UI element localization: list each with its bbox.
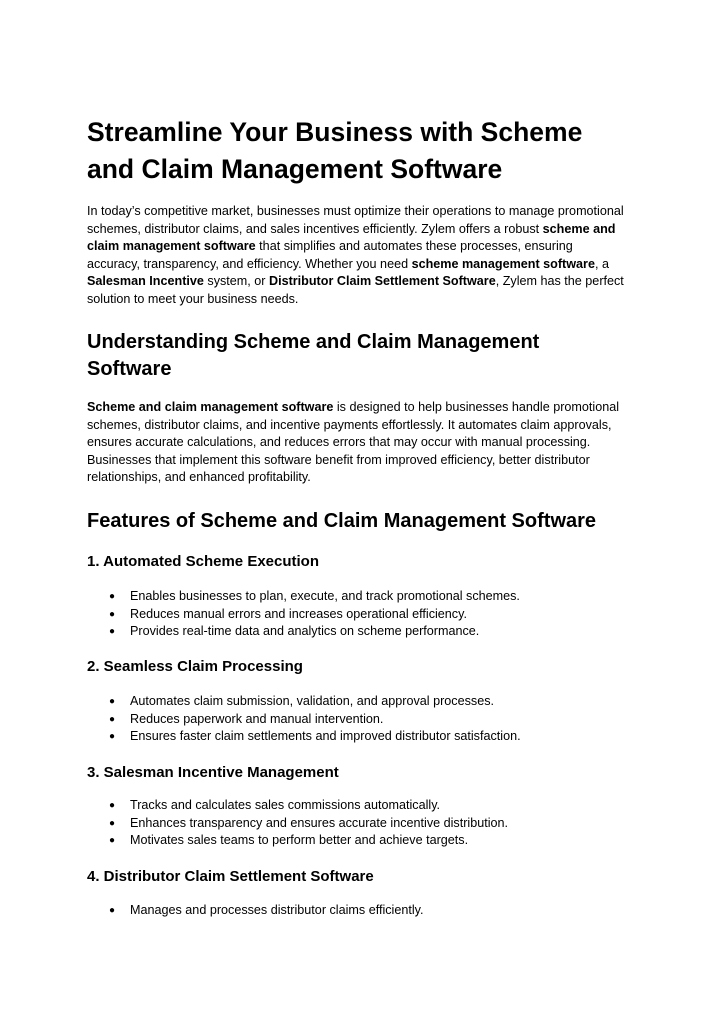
list-item [87,902,632,920]
section-paragraph [87,399,627,487]
list-item-text: Motivates sales teams to perform better and achieve targets. [130,833,469,848]
bullet-icon: ● [109,817,116,829]
intro-bold-term: Distributor Claim Settlement Software [268,274,496,289]
bullet-icon: ● [109,591,116,602]
list-item-text: Enables businesses to plan, execute, and track promotional schemes. [130,589,520,603]
list-item [87,728,632,746]
intro-bold-term: Salesman Incentive [87,274,204,289]
list-item-text: Reduces paperwork and manual intervention. [130,711,384,726]
list-item [87,606,632,624]
feature-title: 3. Salesman Incentive Management [87,764,339,781]
bullet-icon: ● [109,696,116,707]
feature-list [87,902,632,920]
intro-text: that simplifies and automates these processes, ensuring accuracy, transparency, and efficiency. Whether you need [87,239,573,271]
list-item-text: Reduces manual errors and increases operational efficiency. [130,606,467,621]
bullet-icon: ● [109,731,116,743]
intro-text: , a [594,256,609,271]
list-item [87,693,632,711]
bullet-icon: ● [109,800,116,811]
feature-list [87,693,632,746]
list-item-text: Enhances transparency and ensures accurate incentive distribution. [130,815,509,830]
feature-title: 1. Automated Scheme Execution [87,553,320,570]
list-item-text: Manages and processes distributor claims efficiently. [130,903,424,917]
list-item [87,815,632,833]
section-bold-term: Scheme and claim management software [87,400,334,414]
list-item-text: Tracks and calculates sales commissions automatically. [130,798,441,812]
bullet-icon: ● [109,713,116,725]
feature-list [87,588,632,641]
intro-paragraph [87,203,627,309]
section-text: is designed to help businesses handle promotional schemes, distributor claims, and incentive payments effortlessly. It automates claim approvals, ensures accurate calculations, and reduces errors that may occur with manual processing. Businesses that implement this software benefit from improved efficiency, better distributor relationships, and enhanced profitability. [87,400,620,485]
list-item-text: Automates claim submission, validation, and approval processes. [130,694,495,708]
intro-text: , Zylem has the perfect solution to meet your business needs. [87,274,624,306]
section-heading: Understanding Scheme and Claim Management Software [87,331,540,380]
feature-list [87,797,632,850]
list-item [87,588,632,606]
intro-bold-term: scheme and claim management software [87,221,616,254]
feature-title: 2. Seamless Claim Processing [87,658,303,675]
intro-bold-term: scheme management software [411,256,595,271]
list-item [87,711,632,729]
feature-title: 4. Distributor Claim Settlement Software [87,868,374,885]
list-item [87,797,632,815]
list-item [87,832,632,850]
features-heading: Features of Scheme and Claim Management Software [87,510,597,532]
list-item-text: Ensures faster claim settlements and improved distributor satisfaction. [130,729,521,744]
list-item-text: Provides real-time data and analytics on scheme performance. [130,624,480,639]
bullet-icon: ● [109,626,116,638]
intro-text: system, or [203,274,269,289]
list-item [87,623,632,641]
intro-text: In today’s competitive market, businesses must optimize their operations to manage promotional schemes, distributor claims, and sales incentives efficiently. Zylem offers a robust [87,204,624,236]
bullet-icon: ● [109,835,116,847]
page-title: Streamline Your Business with Scheme and Claim Management Software [87,117,583,184]
bullet-icon: ● [109,905,116,916]
bullet-icon: ● [109,608,116,620]
